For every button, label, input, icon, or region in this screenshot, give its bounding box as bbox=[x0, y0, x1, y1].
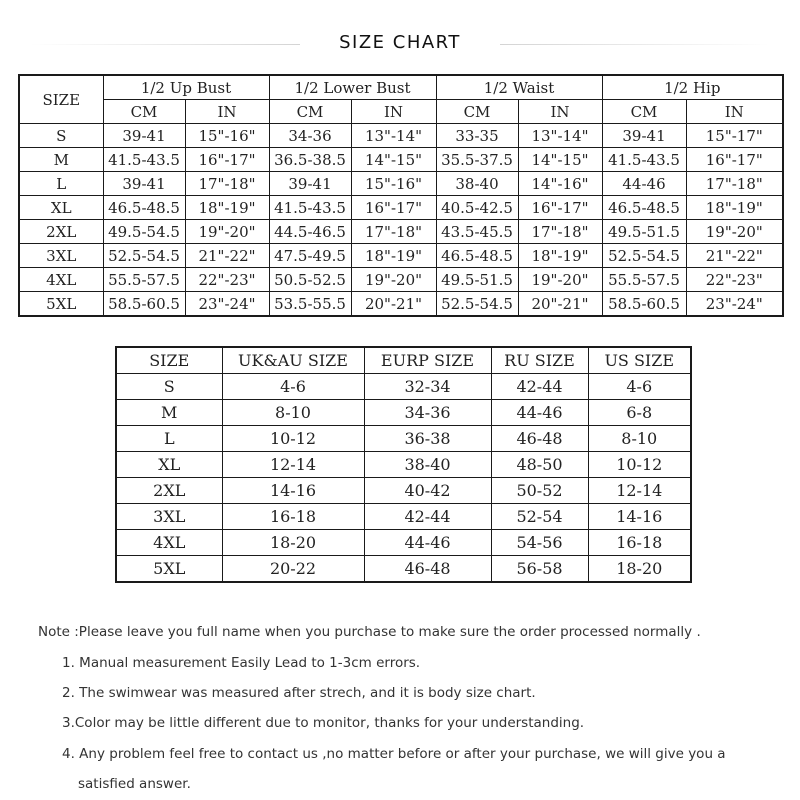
table-row bbox=[116, 374, 691, 400]
measurement-cell: 46.5-48.5 bbox=[602, 196, 686, 220]
table-row bbox=[116, 452, 691, 478]
table-row bbox=[19, 148, 783, 172]
measurement-cell: 49.5-51.5 bbox=[436, 268, 518, 292]
measurement-cell: 34-36 bbox=[269, 124, 351, 148]
measurement-cell: 21"-22" bbox=[686, 244, 783, 268]
measurement-cell: 41.5-43.5 bbox=[602, 148, 686, 172]
size-header: SIZE bbox=[19, 75, 103, 124]
measurement-cell: 52.5-54.5 bbox=[103, 244, 185, 268]
conversion-cell: 44-46 bbox=[364, 530, 491, 556]
conversion-cell: 48-50 bbox=[491, 452, 588, 478]
measurement-cell: 18"-19" bbox=[686, 196, 783, 220]
unit-header: IN bbox=[686, 100, 783, 124]
unit-header: CM bbox=[602, 100, 686, 124]
measurement-cell: 58.5-60.5 bbox=[602, 292, 686, 317]
measurement-cell: 13"-14" bbox=[518, 124, 602, 148]
size-label-cell: S bbox=[116, 374, 222, 400]
conversion-cell: 56-58 bbox=[491, 556, 588, 583]
conversion-cell: 20-22 bbox=[222, 556, 364, 583]
conversion-header-row bbox=[116, 347, 691, 374]
conversion-cell: 34-36 bbox=[364, 400, 491, 426]
note-item-1: 1. Manual measurement Easily Lead to 1-3cm errors. bbox=[62, 655, 421, 671]
measurement-cell: 15"-16" bbox=[185, 124, 269, 148]
measurement-cell: 19"-20" bbox=[518, 268, 602, 292]
size-label-cell: M bbox=[116, 400, 222, 426]
size-label-cell: M bbox=[19, 148, 103, 172]
conversion-cell: 12-14 bbox=[222, 452, 364, 478]
conversion-cell: 6-8 bbox=[588, 400, 691, 426]
size-label-cell: 3XL bbox=[19, 244, 103, 268]
measurement-cell: 18"-19" bbox=[351, 244, 436, 268]
measurement-cell: 23"-24" bbox=[185, 292, 269, 317]
measurement-group-header-row bbox=[19, 75, 783, 100]
measurement-cell: 19"-20" bbox=[686, 220, 783, 244]
conversion-cell: 16-18 bbox=[222, 504, 364, 530]
measurement-cell: 58.5-60.5 bbox=[103, 292, 185, 317]
note-item-2: 2. The swimwear was measured after strech, and it is body size chart. bbox=[62, 685, 536, 701]
measurement-cell: 52.5-54.5 bbox=[602, 244, 686, 268]
measurement-table-body bbox=[19, 124, 783, 317]
measurement-cell: 17"-18" bbox=[351, 220, 436, 244]
measurement-cell: 55.5-57.5 bbox=[602, 268, 686, 292]
conversion-cell: 4-6 bbox=[588, 374, 691, 400]
measurement-cell: 55.5-57.5 bbox=[103, 268, 185, 292]
unit-header: CM bbox=[269, 100, 351, 124]
table-row bbox=[116, 478, 691, 504]
size-label-cell: L bbox=[116, 426, 222, 452]
measurement-cell: 18"-19" bbox=[185, 196, 269, 220]
measurement-cell: 14"-15" bbox=[518, 148, 602, 172]
measurement-cell: 39-41 bbox=[269, 172, 351, 196]
conversion-cell: 42-44 bbox=[491, 374, 588, 400]
group-header-waist: 1/2 Waist bbox=[436, 75, 602, 100]
conversion-cell: 50-52 bbox=[491, 478, 588, 504]
size-label-cell: XL bbox=[19, 196, 103, 220]
title-divider-right bbox=[500, 44, 770, 45]
conversion-column-header: EURP SIZE bbox=[364, 347, 491, 374]
measurement-cell: 41.5-43.5 bbox=[103, 148, 185, 172]
measurement-cell: 35.5-37.5 bbox=[436, 148, 518, 172]
conversion-cell: 10-12 bbox=[588, 452, 691, 478]
measurement-cell: 18"-19" bbox=[518, 244, 602, 268]
size-label-cell: S bbox=[19, 124, 103, 148]
measurement-cell: 39-41 bbox=[103, 172, 185, 196]
unit-header: IN bbox=[518, 100, 602, 124]
measurement-cell: 16"-17" bbox=[518, 196, 602, 220]
size-label-cell: 5XL bbox=[19, 292, 103, 317]
conversion-column-header: SIZE bbox=[116, 347, 222, 374]
table-row bbox=[19, 172, 783, 196]
conversion-cell: 10-12 bbox=[222, 426, 364, 452]
table-row bbox=[116, 400, 691, 426]
measurement-unit-header-row bbox=[19, 100, 783, 124]
table-row bbox=[19, 292, 783, 317]
measurement-cell: 38-40 bbox=[436, 172, 518, 196]
conversion-cell: 8-10 bbox=[222, 400, 364, 426]
conversion-cell: 4-6 bbox=[222, 374, 364, 400]
measurement-cell: 43.5-45.5 bbox=[436, 220, 518, 244]
measurement-cell: 49.5-54.5 bbox=[103, 220, 185, 244]
table-row bbox=[116, 530, 691, 556]
table-row bbox=[116, 504, 691, 530]
measurement-table bbox=[18, 74, 784, 317]
measurement-cell: 33-35 bbox=[436, 124, 518, 148]
unit-header: CM bbox=[436, 100, 518, 124]
size-label-cell: 2XL bbox=[19, 220, 103, 244]
conversion-cell: 8-10 bbox=[588, 426, 691, 452]
measurement-cell: 17"-18" bbox=[185, 172, 269, 196]
measurement-cell: 39-41 bbox=[602, 124, 686, 148]
measurement-cell: 52.5-54.5 bbox=[436, 292, 518, 317]
measurement-cell: 13"-14" bbox=[351, 124, 436, 148]
conversion-column-header: RU SIZE bbox=[491, 347, 588, 374]
unit-header: IN bbox=[351, 100, 436, 124]
group-header-up-bust: 1/2 Up Bust bbox=[103, 75, 269, 100]
group-header-lower-bust: 1/2 Lower Bust bbox=[269, 75, 436, 100]
measurement-cell: 23"-24" bbox=[686, 292, 783, 317]
table-row bbox=[19, 124, 783, 148]
conversion-cell: 52-54 bbox=[491, 504, 588, 530]
note-intro: Note :Please leave you full name when you purchase to make sure the order processed normally . bbox=[38, 624, 701, 640]
conversion-cell: 38-40 bbox=[364, 452, 491, 478]
group-header-hip: 1/2 Hip bbox=[602, 75, 783, 100]
unit-header: CM bbox=[103, 100, 185, 124]
conversion-cell: 36-38 bbox=[364, 426, 491, 452]
measurement-cell: 22"-23" bbox=[185, 268, 269, 292]
measurement-cell: 47.5-49.5 bbox=[269, 244, 351, 268]
measurement-cell: 15"-17" bbox=[686, 124, 783, 148]
note-item-3: 3.Color may be little different due to monitor, thanks for your understanding. bbox=[62, 715, 585, 731]
measurement-cell: 17"-18" bbox=[518, 220, 602, 244]
page-title: SIZE CHART bbox=[339, 32, 461, 53]
measurement-cell: 16"-17" bbox=[351, 196, 436, 220]
conversion-cell: 18-20 bbox=[588, 556, 691, 583]
measurement-cell: 36.5-38.5 bbox=[269, 148, 351, 172]
measurement-cell: 22"-23" bbox=[686, 268, 783, 292]
conversion-cell: 46-48 bbox=[364, 556, 491, 583]
table-row bbox=[19, 268, 783, 292]
conversion-cell: 42-44 bbox=[364, 504, 491, 530]
table-row bbox=[19, 244, 783, 268]
measurement-cell: 40.5-42.5 bbox=[436, 196, 518, 220]
table-row bbox=[19, 220, 783, 244]
measurement-cell: 41.5-43.5 bbox=[269, 196, 351, 220]
measurement-cell: 14"-15" bbox=[351, 148, 436, 172]
measurement-cell: 49.5-51.5 bbox=[602, 220, 686, 244]
measurement-cell: 19"-20" bbox=[351, 268, 436, 292]
conversion-cell: 44-46 bbox=[491, 400, 588, 426]
size-label-cell: L bbox=[19, 172, 103, 196]
measurement-cell: 16"-17" bbox=[686, 148, 783, 172]
table-row bbox=[116, 556, 691, 583]
conversion-cell: 40-42 bbox=[364, 478, 491, 504]
size-label-cell: 3XL bbox=[116, 504, 222, 530]
conversion-column-header: US SIZE bbox=[588, 347, 691, 374]
conversion-column-header: UK&AU SIZE bbox=[222, 347, 364, 374]
measurement-cell: 44-46 bbox=[602, 172, 686, 196]
conversion-cell: 46-48 bbox=[491, 426, 588, 452]
note-item-4: 4. Any problem feel free to contact us ,no matter before or after your purchase, we will give you a bbox=[62, 746, 726, 762]
measurement-cell: 46.5-48.5 bbox=[436, 244, 518, 268]
measurement-cell: 14"-16" bbox=[518, 172, 602, 196]
conversion-cell: 12-14 bbox=[588, 478, 691, 504]
size-label-cell: 4XL bbox=[19, 268, 103, 292]
measurement-cell: 50.5-52.5 bbox=[269, 268, 351, 292]
measurement-cell: 16"-17" bbox=[185, 148, 269, 172]
measurement-cell: 19"-20" bbox=[185, 220, 269, 244]
measurement-cell: 20"-21" bbox=[518, 292, 602, 317]
unit-header: IN bbox=[185, 100, 269, 124]
size-label-cell: 4XL bbox=[116, 530, 222, 556]
conversion-cell: 14-16 bbox=[222, 478, 364, 504]
conversion-table-body bbox=[116, 374, 691, 583]
measurement-cell: 53.5-55.5 bbox=[269, 292, 351, 317]
conversion-cell: 32-34 bbox=[364, 374, 491, 400]
conversion-cell: 14-16 bbox=[588, 504, 691, 530]
table-row bbox=[19, 196, 783, 220]
title-row bbox=[30, 30, 770, 58]
conversion-cell: 18-20 bbox=[222, 530, 364, 556]
measurement-cell: 44.5-46.5 bbox=[269, 220, 351, 244]
measurement-cell: 21"-22" bbox=[185, 244, 269, 268]
conversion-cell: 54-56 bbox=[491, 530, 588, 556]
note-item-4-continued: satisfied answer. bbox=[78, 776, 191, 792]
size-label-cell: 2XL bbox=[116, 478, 222, 504]
measurement-cell: 20"-21" bbox=[351, 292, 436, 317]
size-label-cell: 5XL bbox=[116, 556, 222, 583]
measurement-cell: 15"-16" bbox=[351, 172, 436, 196]
measurement-cell: 39-41 bbox=[103, 124, 185, 148]
size-label-cell: XL bbox=[116, 452, 222, 478]
conversion-cell: 16-18 bbox=[588, 530, 691, 556]
measurement-cell: 17"-18" bbox=[686, 172, 783, 196]
size-conversion-table bbox=[115, 346, 692, 583]
measurement-cell: 46.5-48.5 bbox=[103, 196, 185, 220]
table-row bbox=[116, 426, 691, 452]
